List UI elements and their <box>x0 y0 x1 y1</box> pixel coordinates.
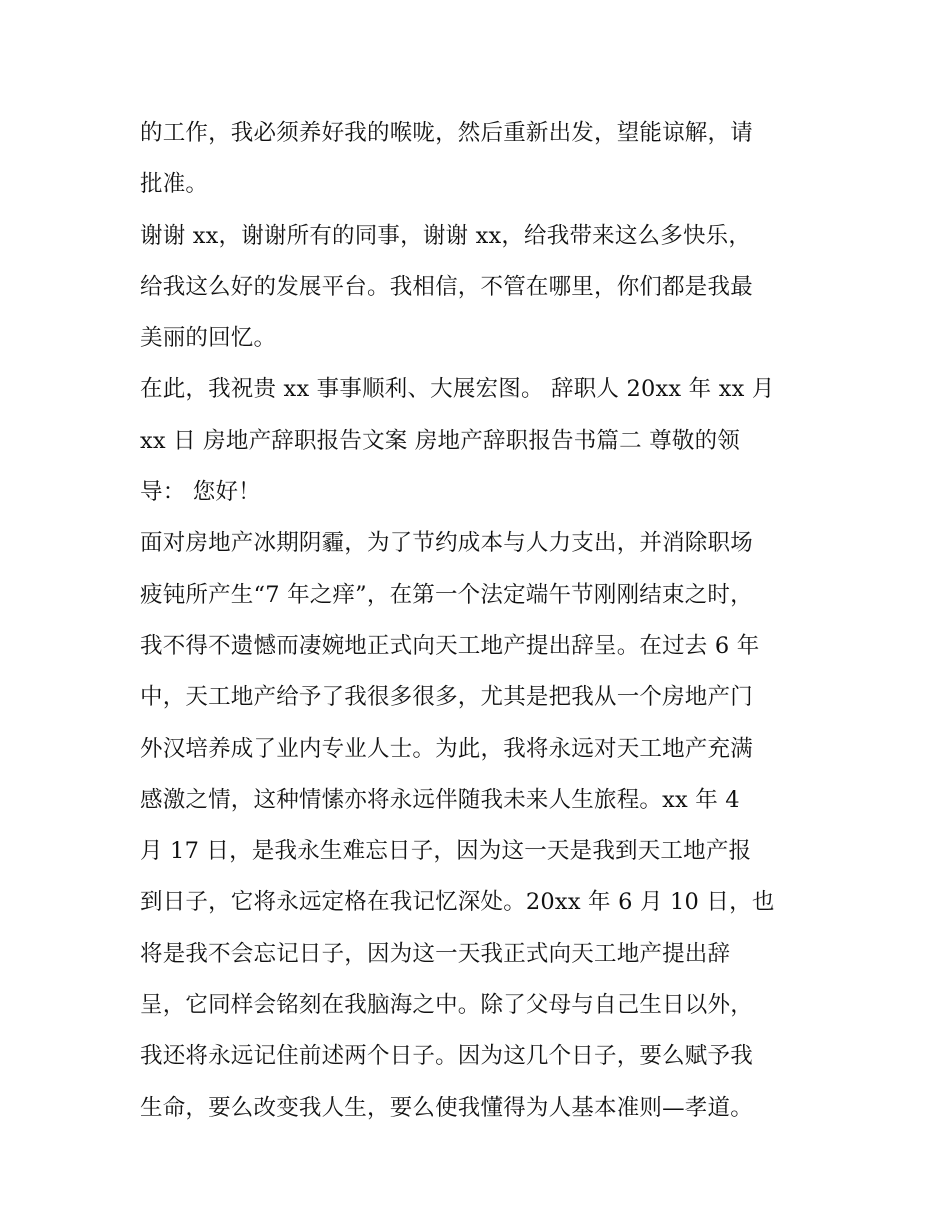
text-line: 美丽的回忆。 <box>140 325 277 352</box>
text-line: 将是我不会忘记日子，因为这一天我正式向天工地产提出辞 <box>140 940 731 967</box>
text-line: 在此，我祝贵 xx 事事顺利、大展宏图。 辞职人 20xx 年 xx 月 <box>140 376 775 403</box>
text-line: 疲钝所产生“7 年之痒”，在第一个法定端午节刚刚结束之时， <box>140 581 753 608</box>
text-line: 给我这么好的发展平台。我相信，不管在哪里，你们都是我最 <box>140 273 753 300</box>
text-line: 呈，它同样会铭刻在我脑海之中。除了父母与自己生日以外， <box>140 992 753 1019</box>
text-line: 谢谢 xx，谢谢所有的同事，谢谢 xx，给我带来这么多快乐， <box>140 222 752 249</box>
text-line: 我不得不遗憾而凄婉地正式向天工地产提出辞呈。在过去 6 年 <box>140 632 760 659</box>
text-line: 月 17 日，是我永生难忘日子，因为这一天是我到天工地产报 <box>140 838 752 865</box>
text-line: 的工作，我必须养好我的喉咙，然后重新出发，望能谅解，请 <box>140 120 753 146</box>
text-line: 面对房地产冰期阴霾，为了节约成本与人力支出，并消除职场 <box>140 530 753 557</box>
text-line: 导： 您好！ <box>140 479 261 506</box>
text-line: 中，天工地产给予了我很多很多，尤其是把我从一个房地产门 <box>140 684 753 711</box>
text-line: 批准。 <box>140 171 209 198</box>
text-line: 外汉培养成了业内专业人士。为此，我将永远对天工地产充满 <box>140 735 753 762</box>
text-line: 感激之情，这种情愫亦将永远伴随我未来人生旅程。xx 年 4 <box>140 786 740 813</box>
text-line: 生命，要么改变我人生，要么使我懂得为人基本准则—孝道。 <box>140 1094 753 1121</box>
document-body <box>140 108 830 1134</box>
text-line: 到日子，它将永远定格在我记忆深处。20xx 年 6 月 10 日，也 <box>140 889 775 916</box>
text-line: 我还将永远记住前述两个日子。因为这几个日子，要么赋予我 <box>140 1043 753 1070</box>
text-line: xx 日 房地产辞职报告文案 房地产辞职报告书篇二 尊敬的领 <box>140 427 740 454</box>
